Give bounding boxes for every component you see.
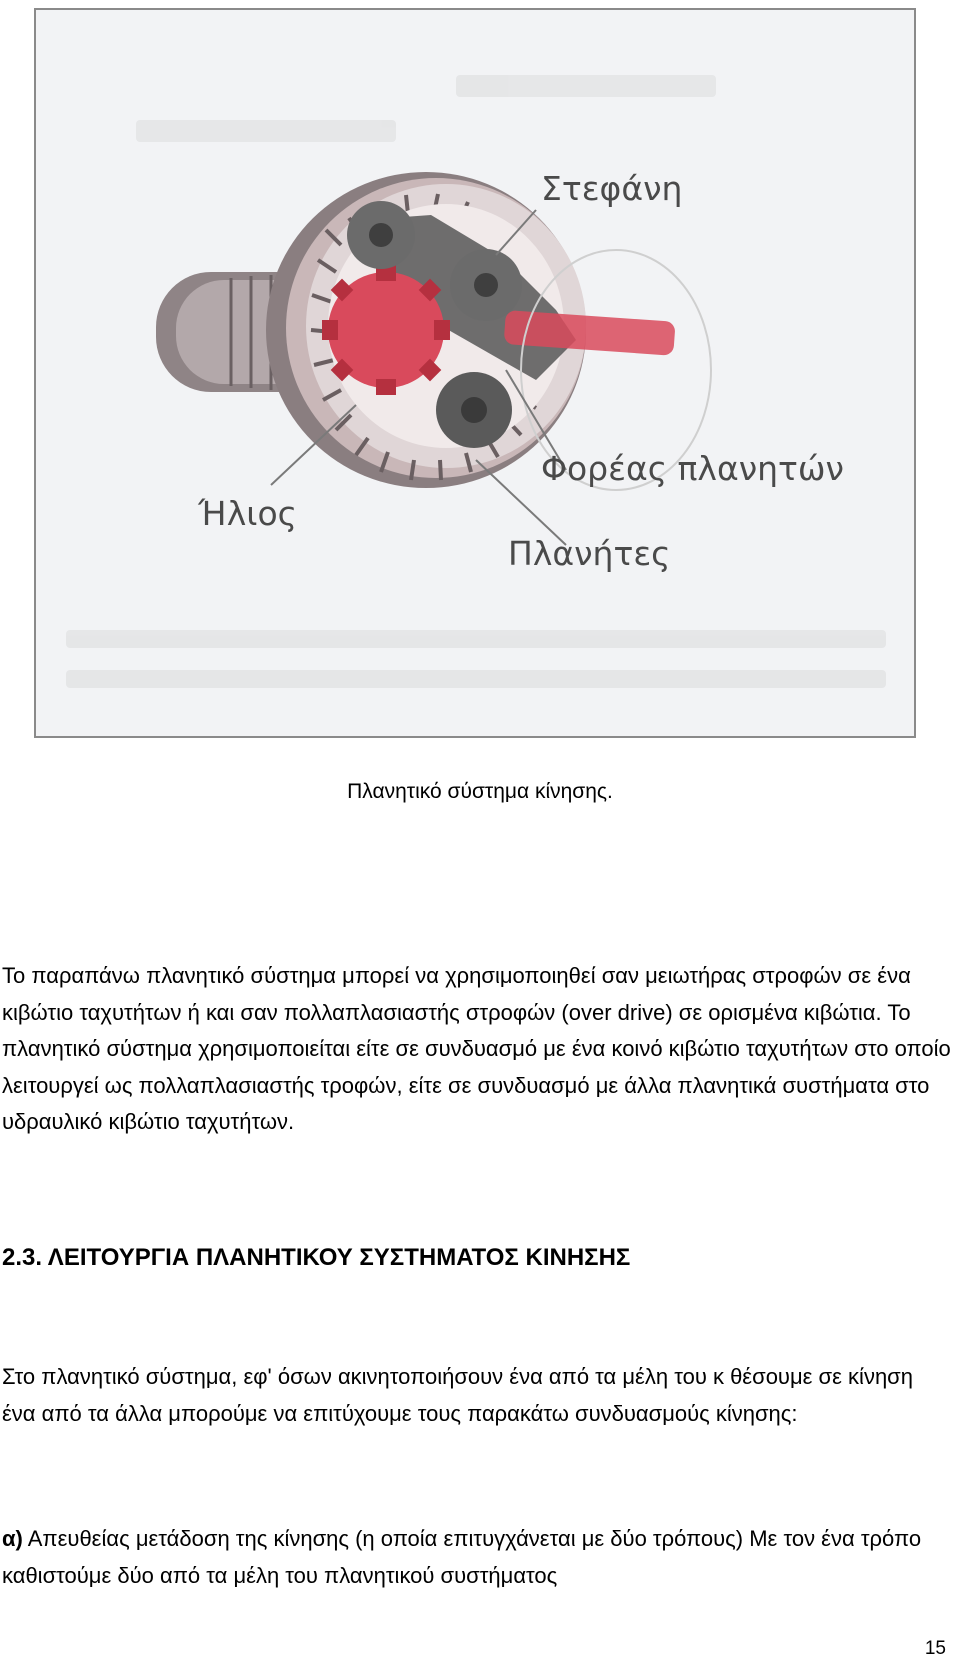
planetary-gear-illustration <box>36 10 914 736</box>
sun-gear-label: Ήλιος <box>198 494 297 533</box>
section-heading: 2.3. ΛΕΙΤΟΥΡΓΙΑ ΠΛΑΝΗΤΙΚΟΥ ΣΥΣΤΗΜΑΤΟΣ ΚΙΝΗΣΗΣ <box>2 1244 631 1271</box>
body-paragraph-2: Στο πλανητικό σύστημα, εφ' όσων ακινητοποιήσουν ένα από τα μέλη του κ θέσουμε σε κίνηση ένα από τα άλλα μπορούμε να επιτύχουμε τους παρακάτω συνδυασμούς κίνησης: <box>2 1364 913 1426</box>
carrier-label: Φορέας πλανητών <box>541 449 844 488</box>
list-marker: α) <box>2 1526 23 1551</box>
ring-gear-label: Στεφάνη <box>541 169 683 208</box>
body-paragraph-1: Το παραπάνω πλανητικό σύστημα μπορεί να χρησιμοποιηθεί σαν μειωτήρας στροφών σε ένα κιβώτιο ταχυτήτων ή και σαν πολλαπλασιαστής στροφών (over drive) σε ορισμένα κιβώτια. Το πλανητικό σύστημα χρησιμοποιείται είτε σε συνδυασμό με ένα κοινό κιβώτιο ταχυτήτων στο οποίο λειτουργεί ως πολλαπλασιαστής τροφών, είτε σε συνδυασμό με άλλα πλανητικά συστήματα στο υδραυλικό κιβώτιο ταχυτήτων. <box>2 963 951 1134</box>
planetary-gear-figure <box>34 8 916 738</box>
planets-label: Πλανήτες <box>508 534 671 573</box>
paragraph-3-text: Απευθείας μετάδοση της κίνησης (η οποία επιτυγχάνεται με δύο τρόπους) Με τον ένα τρόπο καθιστούμε δύο από τα μέλη του πλανητικού συστήματος <box>2 1526 922 1588</box>
sun-gear <box>322 265 450 395</box>
page-number: 15 <box>924 1638 946 1659</box>
figure-caption: Πλανητικό σύστημα κίνησης. <box>347 780 613 803</box>
body-paragraph-3 <box>2 1521 952 1594</box>
